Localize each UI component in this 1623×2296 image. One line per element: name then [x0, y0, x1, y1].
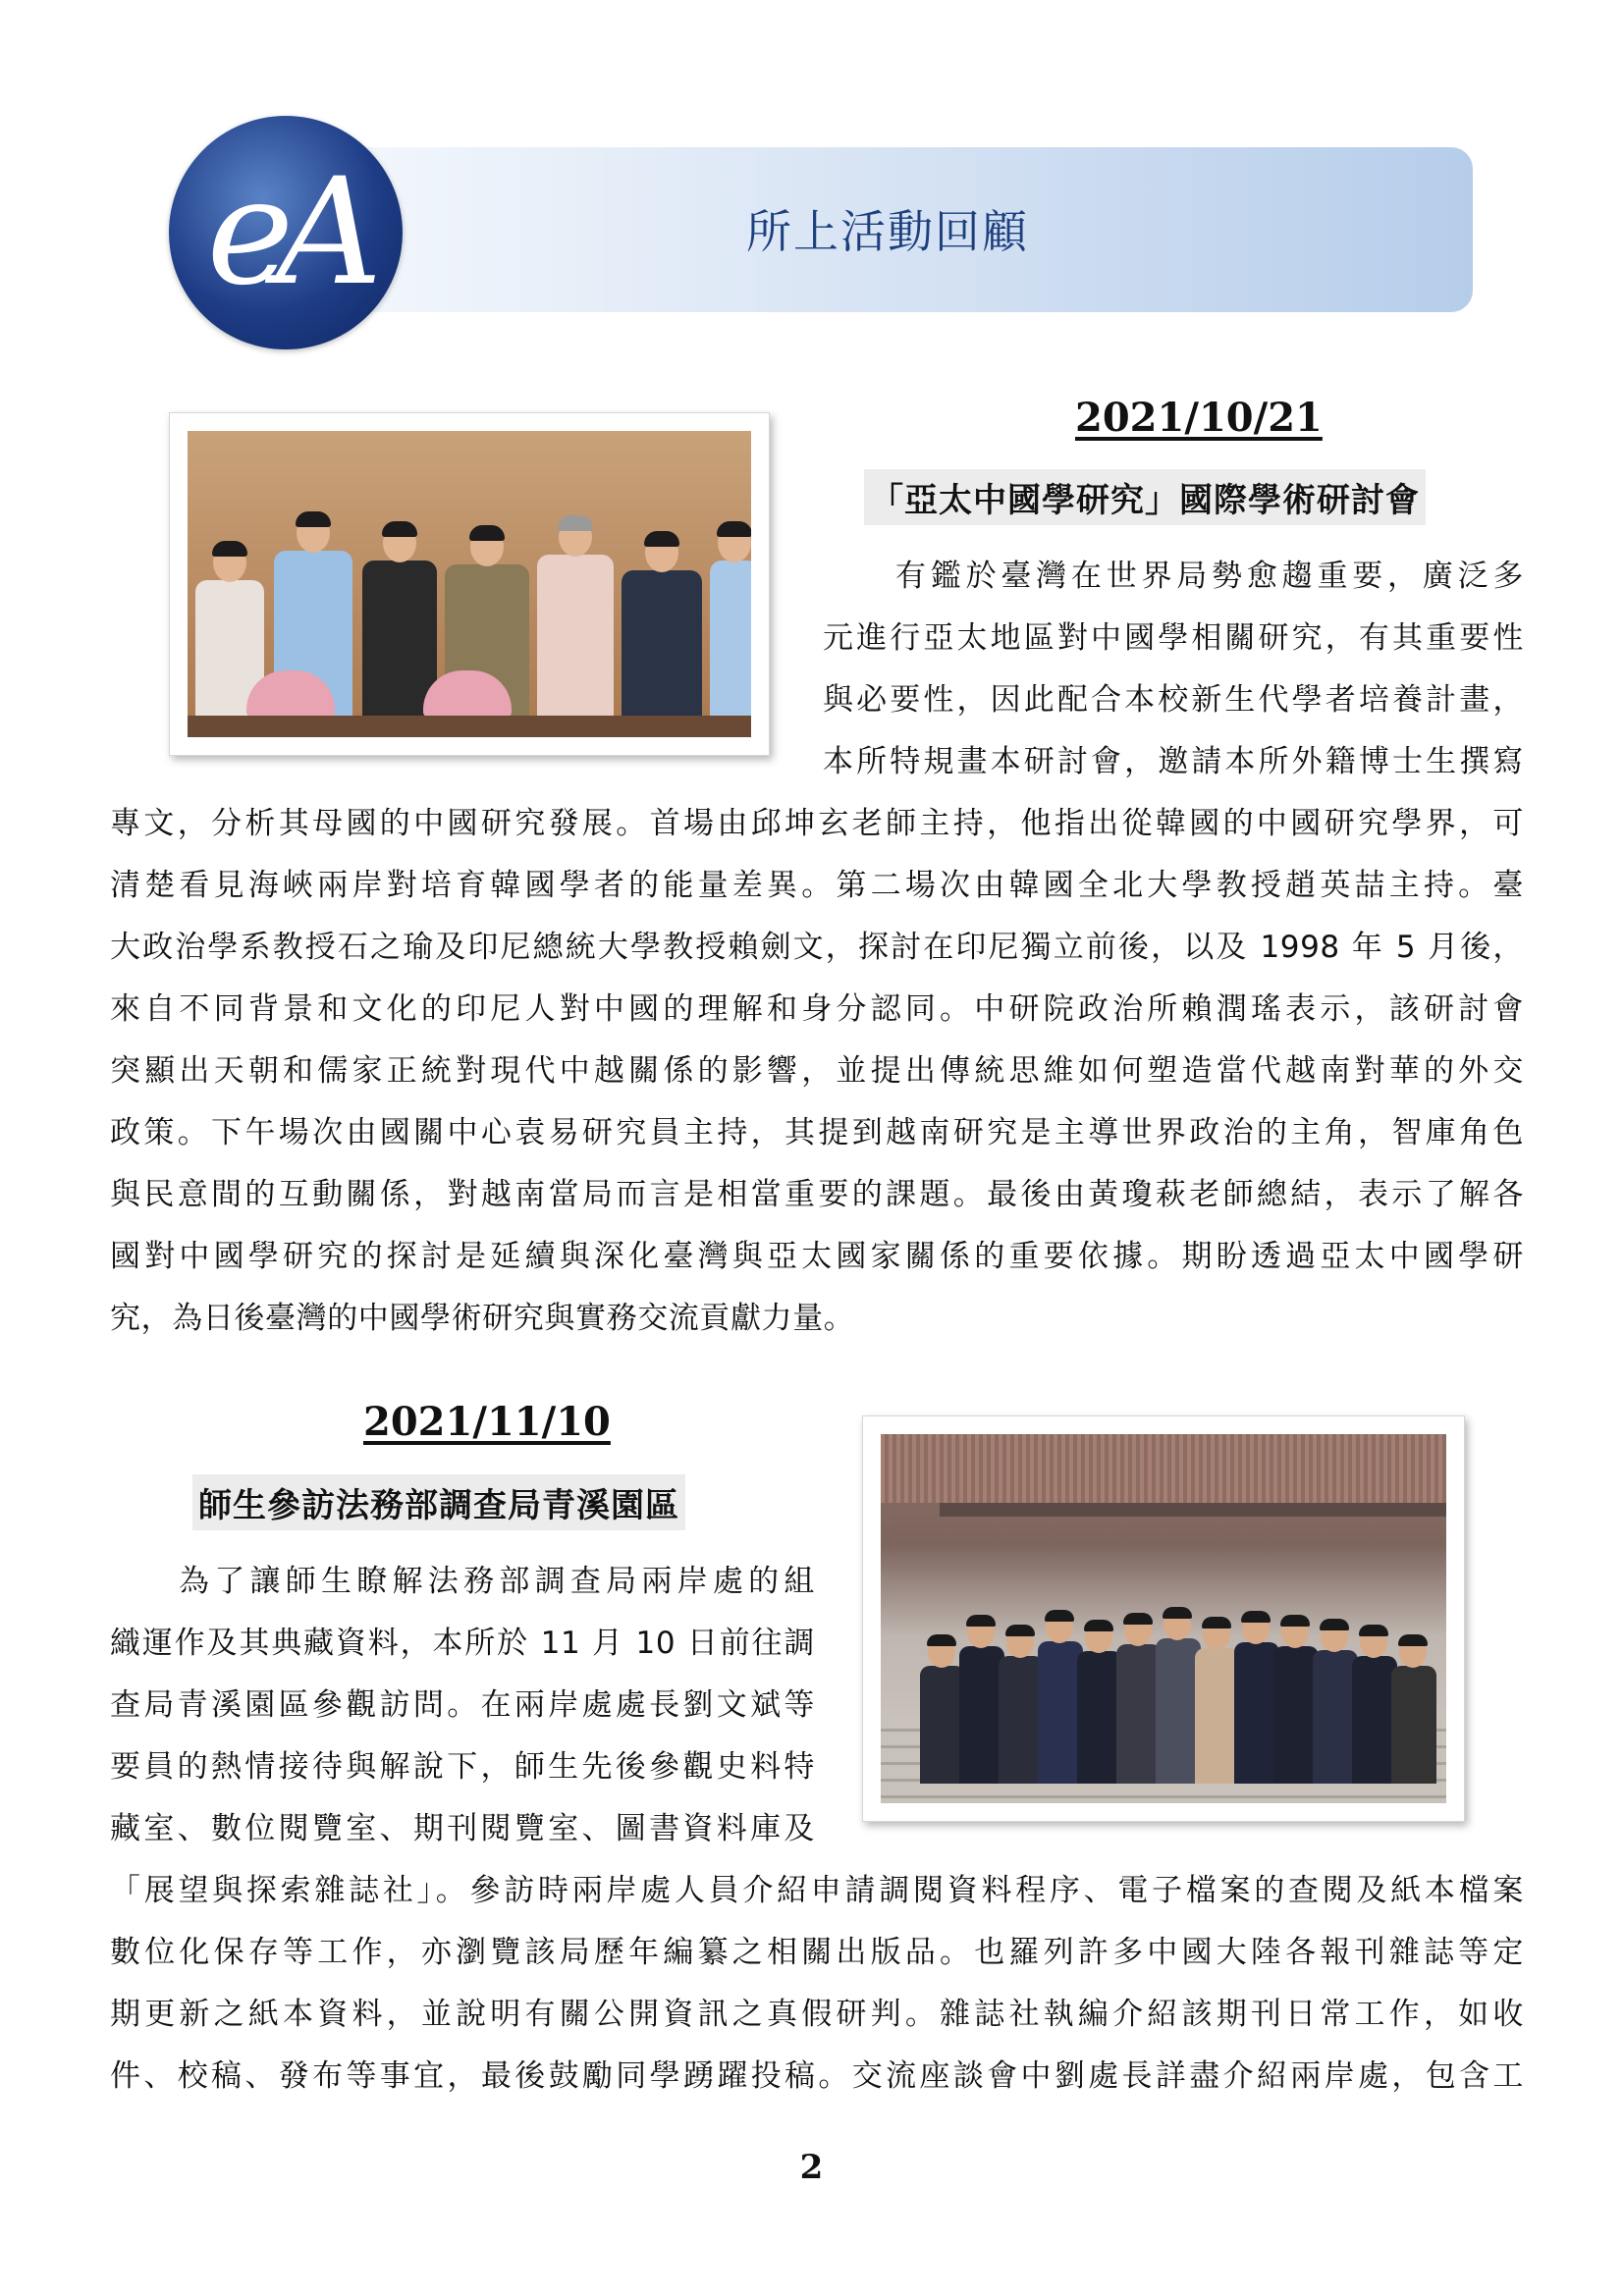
- text-line: 元進行亞太地區對中國學相關研究，有其重要性: [823, 620, 1524, 656]
- event2-date: 2021/11/10: [363, 1399, 611, 1445]
- text-line: 與必要性，因此配合本校新生代學者培養計畫，: [823, 682, 1524, 718]
- event2-photo-image: [881, 1434, 1446, 1803]
- text-line: 政策。下午場次由國關中心袁易研究員主持，其提到越南研究是主導世界政治的主角，智庫角色: [110, 1115, 1524, 1150]
- text-line: 數位化保存等工作，亦瀏覽該局歷年編纂之相關出版品。也羅列許多中國大陸各報刊雜誌等定: [110, 1935, 1524, 1970]
- text-line: 要員的熱情接待與解說下，師生先後參觀史料特: [110, 1749, 815, 1785]
- section-title: 所上活動回顧: [746, 205, 1029, 258]
- text-line: 本所特規畫本研討會，邀請本所外籍博士生撰寫: [823, 744, 1524, 779]
- text-line: 織運作及其典藏資料，本所於 11 月 10 日前往調: [110, 1626, 815, 1661]
- text-line: 與民意間的互動關係，對越南當局而言是相當重要的課題。最後由黃瓊萩老師總結，表示了解各: [110, 1177, 1524, 1212]
- event2-photo: [862, 1415, 1465, 1822]
- text-line: 查局青溪園區參觀訪問。在兩岸處處長劉文斌等: [110, 1687, 815, 1723]
- event1-date: 2021/10/21: [1075, 395, 1323, 441]
- text-line: 藏室、數位閱覽室、期刊閱覽室、圖書資料庫及: [110, 1811, 815, 1846]
- text-line: 期更新之紙本資料，並說明有關公開資訊之真假研判。雜誌社執編介紹該期刊日常工作，如收: [110, 1997, 1524, 2032]
- logo-mark: eA: [206, 147, 365, 318]
- text-line: 大政治學系教授石之瑜及印尼總統大學教授賴劍文，探討在印尼獨立前後，以及 1998 年 5 月後，: [110, 930, 1524, 965]
- institute-logo: [169, 116, 403, 349]
- text-line: 為了讓師生瞭解法務部調查局兩岸處的組: [179, 1564, 815, 1599]
- event1-title: 「亞太中國學研究」國際學術研討會: [864, 469, 1426, 525]
- event1-full-paragraph: [110, 793, 1524, 1350]
- header-banner: [324, 147, 1473, 312]
- event1-photo-image: [188, 431, 751, 737]
- event2-full-paragraph: [110, 1860, 1524, 2108]
- text-line: 有鑑於臺灣在世界局勢愈趨重要，廣泛多: [895, 559, 1524, 594]
- event2-title: 師生參訪法務部調查局青溪園區: [192, 1474, 685, 1530]
- event1-wrapped-paragraph: [823, 546, 1524, 793]
- text-line: 專文，分析其母國的中國研究發展。首場由邱坤玄老師主持，他指出從韓國的中國研究學界，可: [110, 806, 1524, 841]
- text-line: 「展望與探索雜誌社」。參訪時兩岸處人員介紹申請調閱資料程序、電子檔案的查閱及紙本檔案: [110, 1873, 1524, 1908]
- text-line: 清楚看見海峽兩岸對培育韓國學者的能量差異。第二場次由韓國全北大學教授趙英喆主持。臺: [110, 868, 1524, 903]
- text-line: 究，為日後臺灣的中國學術研究與實務交流貢獻力量。: [110, 1301, 855, 1336]
- page-number: 2: [799, 2148, 824, 2187]
- text-line: 國對中國學研究的探討是延續與深化臺灣與亞太國家關係的重要依據。期盼透過亞太中國學研: [110, 1239, 1524, 1274]
- event1-photo: [169, 412, 770, 756]
- text-line: 來自不同背景和文化的印尼人對中國的理解和身分認同。中研院政治所賴潤瑤表示，該研討會: [110, 991, 1524, 1027]
- text-line: 突顯出天朝和儒家正統對現代中越關係的影響，並提出傳統思維如何塑造當代越南對華的外交: [110, 1053, 1524, 1089]
- text-line: 件、校稿、發布等事宜，最後鼓勵同學踴躍投稿。交流座談會中劉處長詳盡介紹兩岸處，包含工: [110, 2058, 1524, 2094]
- event2-wrapped-paragraph: [110, 1551, 815, 1860]
